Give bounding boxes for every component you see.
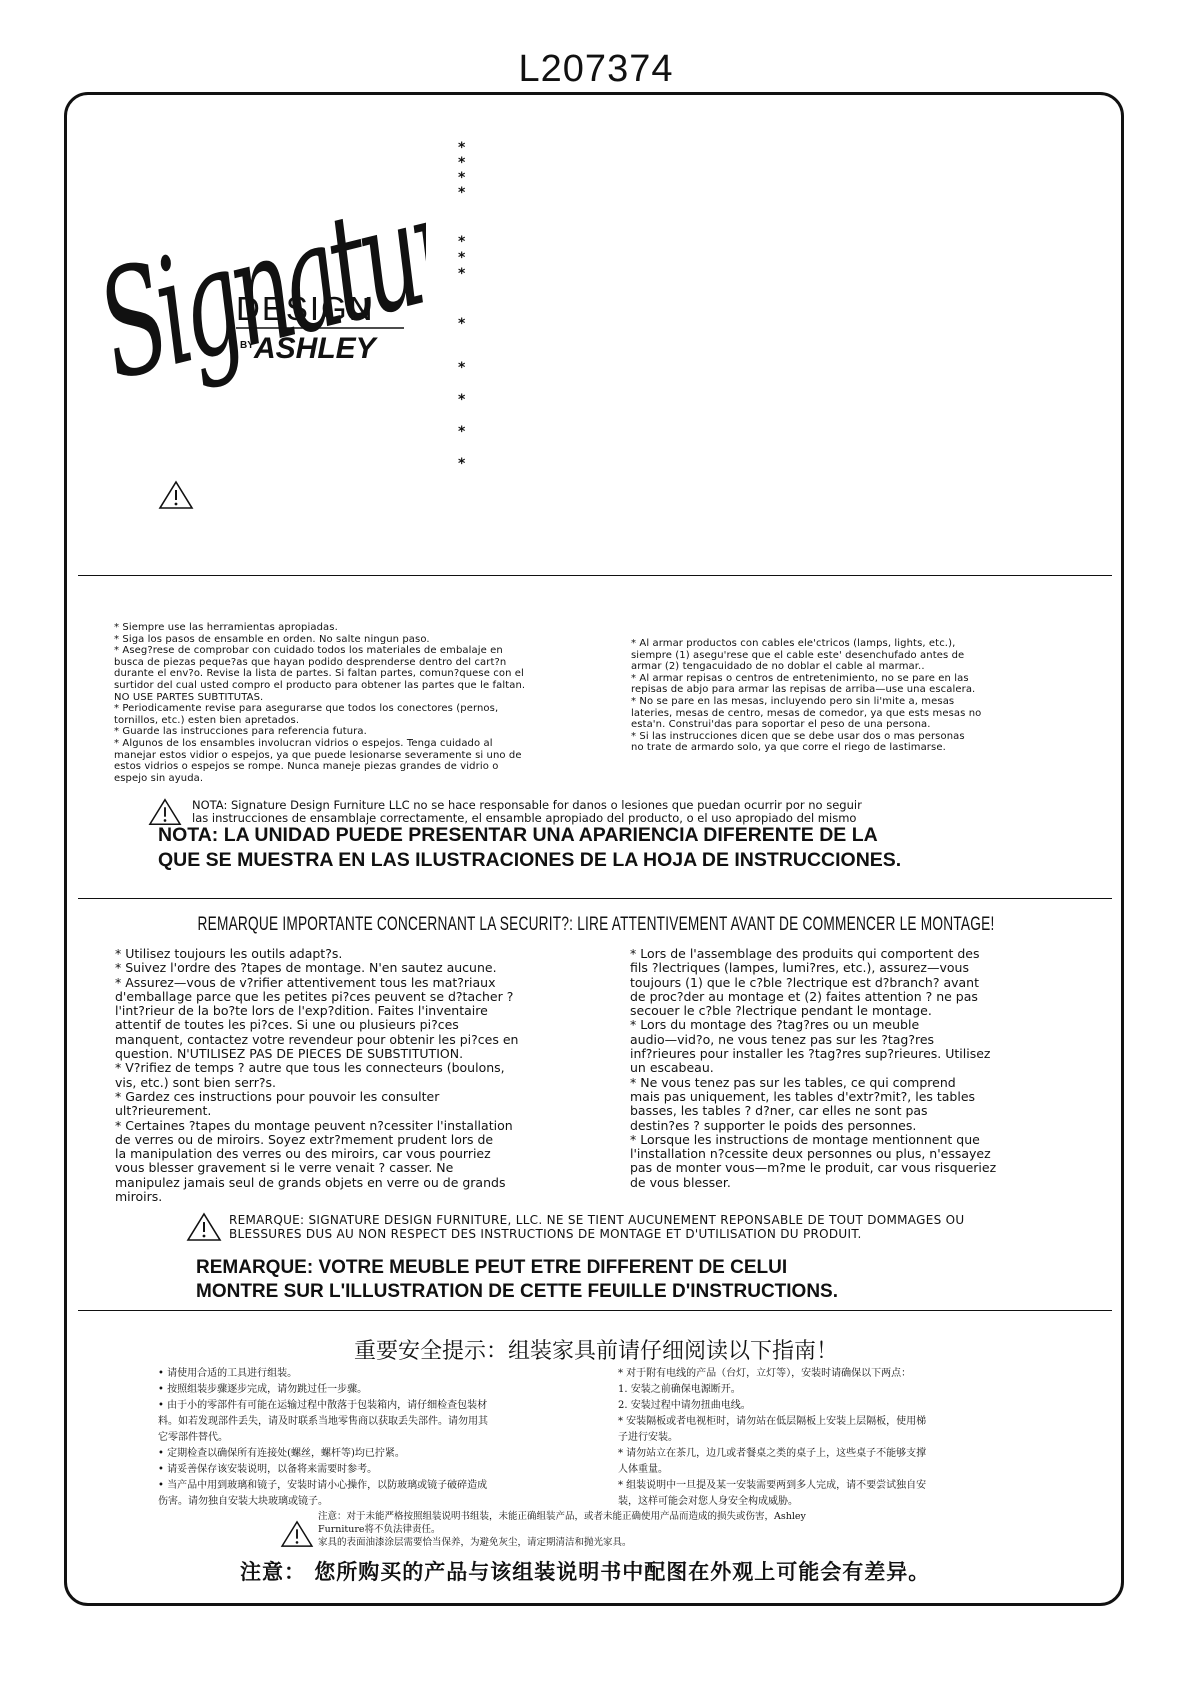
- chinese-final-note: 注意： 您所购买的产品与该组装说明书中配图在外观上可能会有差异。: [240, 1560, 931, 1584]
- signature-design-logo: [96, 162, 426, 412]
- spanish-bold-note: NOTA: LA UNIDAD PUEDE PRESENTAR UNA APARIENCIA DIFERENTE DE LA QUE SE MUESTRA EN LAS ILUSTRACIONES DE LA HOJA DE INSTRUCCIONES.: [158, 824, 902, 871]
- logo-design-text: DESIGN: [236, 290, 375, 327]
- bullet-marker: *: [458, 155, 466, 171]
- logo-by-text: BY: [240, 340, 254, 351]
- bullet-marker: *: [458, 140, 466, 156]
- section-divider: [78, 898, 1112, 899]
- warning-icon: [186, 1212, 222, 1242]
- chinese-right-column: * 对于附有电线的产品（台灯，立灯等），安装时请确保以下两点： 1. 安装之前确保电源断开。 2. 安装过程中请勿扭曲电线。 * 安装隔板或者电视柜时，请勿站在低层隔板上安装上层隔板，使用梯 子进行安装。 * 请勿站立在茶几，边几或者餐桌之类的桌子上，这些桌子不能够支撑 人体重量。 * 组装说明中一旦提及某一安装需要两到多人完成，请不要尝试独自安 装，这样可能会对您人身安全构成威胁。: [618, 1368, 927, 1507]
- bullet-marker: *: [458, 234, 466, 250]
- chinese-heading: 重要安全提示：组装家具前请仔细阅读以下指南！: [353, 1339, 838, 1364]
- warning-icon: [280, 1520, 314, 1548]
- bullet-marker: *: [458, 170, 466, 186]
- document-code: L207374: [518, 48, 674, 90]
- section-divider: [78, 1310, 1112, 1311]
- spanish-left-column: * Siempre use las herramientas apropiadas. * Siga los pasos de ensamble en orden. No salte ningun paso. * Aseg?rese de comprobar con cuidado todos los materiales de embalaje en busca de piezas peque?as que hayan podido desprenderse dentro del cart?n durante el env?o. Revise la lista de partes. Si faltan partes, comun?quese con el surtidor del cual usted compro el producto para obtener las partes que le faltan. NO USE PARTES SUBTITUTAS. * Periodicamente revise para asegurarse que todos los conectores (pernos, tornillos, etc.) esten bien apretados. * Guarde las instrucciones para referencia futura. * Algunos de los ensambles involucran vidrios o espejos. Tenga cuidado al manejar estos vidior o espejos, ya que puede lesionarse severamente si uno de estos vidrios o espejos se rompe. Nunca maneje piezas grandes de vidrio o espejo sin ayuda.: [114, 622, 526, 784]
- french-bold-note: REMARQUE: VOTRE MEUBLE PEUT ETRE DIFFERENT DE CELUI MONTRE SUR L'ILLUSTRATION DE CETTE FEUILLE D'INSTRUCTIONS.: [196, 1257, 839, 1302]
- bullet-marker: *: [458, 456, 466, 472]
- chinese-left-column: • 请使用合适的工具进行组装。 • 按照组装步骤逐步完成，请勿跳过任一步骤。 • 由于小的零部件有可能在运输过程中散落于包装箱内，请仔细检查包装材 料。如若发现部件丢失，请及时联系当地零售商以获取丢失部件。请勿用其 它零部件替代。 • 定期检查以确保所有连接处(螺丝，螺杆等)均已拧紧。 • 请妥善保存该安装说明，以备将来需要时参考。 • 当产品中用到玻璃和镜子，安装时请小心操作，以防玻璃或镜子破碎造成 伤害。请勿独自安装大块玻璃或镜子。: [158, 1368, 488, 1507]
- french-heading: REMARQUE IMPORTANTE CONCERNANT LA SECURIT?: LIRE ATTENTIVEMENT AVANT DE COMMENCER LE MONTAGE!: [197, 914, 995, 935]
- spanish-disclaimer: NOTA: Signature Design Furniture LLC no se hace responsable for danos o lesiones que puedan ocurrir por no seguir las instrucciones de ensamblaje correctamente, el ensamble apropiado del producto, o el uso apropiado del mismo: [192, 798, 862, 825]
- logo-ashley-text: ASHLEY: [254, 332, 376, 365]
- bullet-marker: *: [458, 316, 466, 332]
- bullet-marker: *: [458, 185, 466, 201]
- chinese-disclaimer: 注意：对于未能严格按照组装说明书组装，未能正确组装产品，或者未能正确使用产品而造成的损失或伤害，Ashley Furniture将不负法律责任。 家具的表面油漆涂层需要恰当保养，为避免灰尘，请定期清洁和抛光家具。: [318, 1511, 806, 1548]
- bullet-marker: *: [458, 392, 466, 408]
- bullet-marker: *: [458, 266, 466, 282]
- spanish-right-column: * Al armar productos con cables ele'ctricos (lamps, lights, etc.), siempre (1) asegu'rese que el cable este' desenchufado antes de armar (2) tengacuidado de no doblar el cable al marmar.. * Al armar repisas o centros de entretenimiento, no se pare en las repisas de abjo para armar las repisas de arriba—use una escalera. * No se pare en las mesas, incluyendo pero sin li'mite a, mesas lateries, mesas de centro, mesas de comedor, ya que ests mesas no esta'n. Construi'das para soportar el peso de una persona. * Si las instrucciones dicen que se debe usar dos o mas personas no trate de armardo solo, ya que corre el riego de lastimarse.: [631, 638, 982, 754]
- signature-logo-graphic: [96, 162, 426, 412]
- french-disclaimer: REMARQUE: SIGNATURE DESIGN FURNITURE, LLC. NE SE TIENT AUCUNEMENT REPONSABLE DE TOUT DOMMAGES OU BLESSURES DUS AU NON RESPECT DES INSTRUCTIONS DE MONTAGE ET D'UTILISATION DU PRODUIT.: [229, 1213, 965, 1241]
- bullet-marker: *: [458, 360, 466, 376]
- logo-script-text: Signature: [96, 162, 426, 412]
- french-right-column: * Lors de l'assemblage des produits qui comportent des fils ?lectriques (lampes, lumi?res, etc.), assurez—vous toujours (1) que le c?ble ?lectrique est d?branch? avant de proc?der au montage et (2) faites attention ? ne pas secouer le c?ble ?lectrique pendant le montage. * Lors du montage des ?tag?res ou un meuble audio—vid?o, ne vous tenez pas sur les ?tag?res inf?rieures pour installer les ?tag?res sup?rieures. Utilisez un escabeau. * Ne vous tenez pas sur les tables, ce qui comprend mais pas uniquement, les tables d'extr?mit?, les tables basses, les tables ? d?ner, car elles ne sont pas destin?es ? supporter le poids des personnes. * Lorsque les instructions de montage mentionnent que l'installation n?cessite deux personnes ou plus, n'essayez pas de monter vous—m?me le produit, car vous risqueriez de vous blesser.: [630, 946, 997, 1190]
- french-left-column: * Utilisez toujours les outils adapt?s. * Suivez l'ordre des ?tapes de montage. N'en sautez aucune. * Assurez—vous de v?rifier attentivement tous les mat?riaux d'emballage parce que les petites pi?ces peuvent se d?tacher ? l'int?rieur de la bo?te lors de l'exp?dition. Faites l'inventaire attentif de toutes les pi?ces. Si une ou plusieurs pi?ces manquent, contactez votre revendeur pour obtenir les pi?ces en question. N'UTILISEZ PAS DE PIECES DE SUBSTITUTION. * V?rifiez de temps ? autre que tous les connecteurs (boulons, vis, etc.) sont bien serr?s. * Gardez ces instructions pour pouvoir les consulter ult?rieurement. * Certaines ?tapes du montage peuvent n?cessiter l'installation de verres ou de miroirs. Soyez extr?mement prudent lors de la manipulation des verres ou des miroirs, car vous pourriez vous blesser gravement si le verre venait ? casser. Ne manipulez jamais seul de grands objets en verre ou de grands miroirs.: [115, 946, 519, 1205]
- bullet-marker: *: [458, 424, 466, 440]
- warning-icon: [158, 480, 194, 510]
- section-divider: [78, 575, 1112, 576]
- bullet-marker: *: [458, 250, 466, 266]
